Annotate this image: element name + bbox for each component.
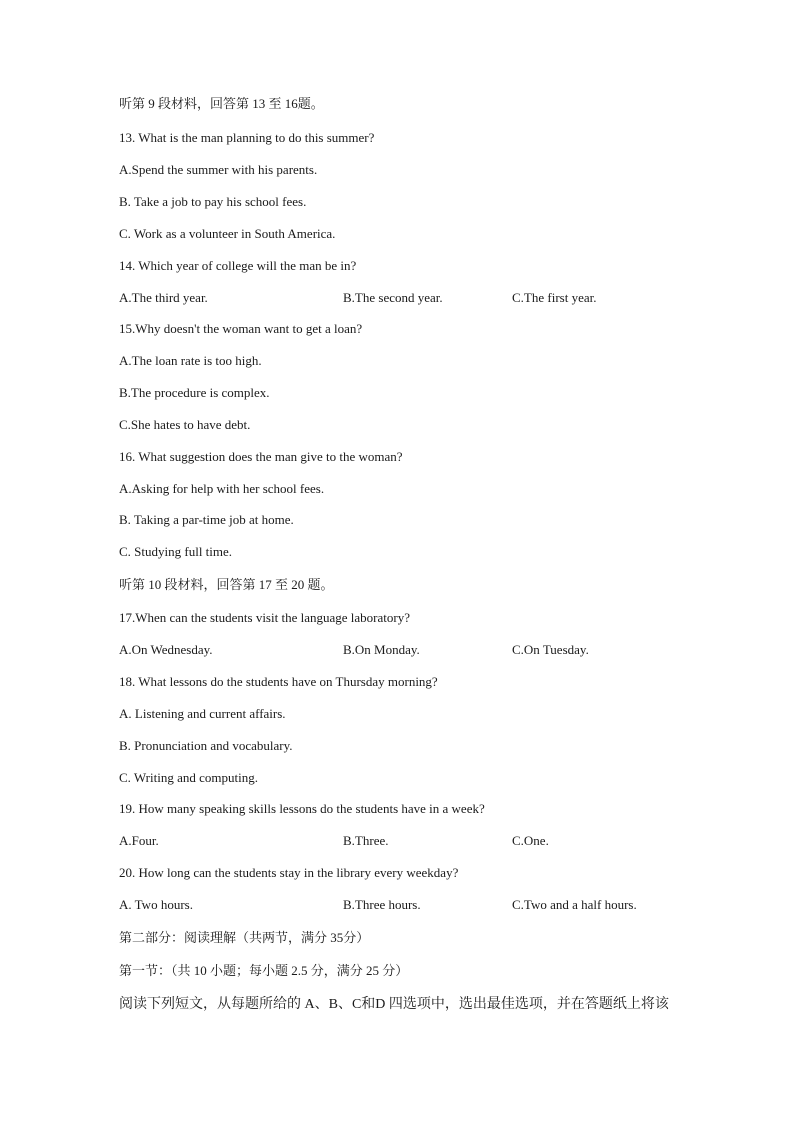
question-18: 18. What lessons do the students have on Thursday morning? (119, 674, 438, 689)
question-19: 19. How many speaking skills lessons do the students have in a week? (119, 801, 485, 816)
question-13: 13. What is the man planning to do this summer? (119, 130, 375, 145)
q16-option-c: C. Studying full time. (119, 544, 233, 559)
q19-option-a: A.Four. (119, 833, 159, 848)
q13-option-a: A.Spend the summer with his parents. (119, 162, 318, 177)
q14-option-a: A.The third year. (119, 290, 208, 305)
question-15: 15.Why doesn't the woman want to get a loan? (119, 321, 363, 336)
part-2-header: 第二部分：阅读理解（共两节，满分 35分） (119, 930, 370, 945)
q17-option-b: B.On Monday. (343, 642, 420, 657)
q14-option-b: B.The second year. (343, 290, 443, 305)
q13-option-b: B. Take a job to pay his school fees. (119, 194, 307, 209)
reading-instructions: 阅读下列短文，从每题所给的 A、B、C和D 四选项中，选出最佳选项，并在答题纸上将该 (119, 997, 669, 1012)
q19-options (119, 833, 679, 849)
q15-option-c: C.She hates to have debt. (119, 417, 251, 432)
q14-options (119, 290, 679, 306)
part-2-section-1-header: 第一节：（共 10 小题；每小题 2.5 分，满分 25 分） (119, 963, 409, 978)
q14-option-c: C.The first year. (512, 290, 597, 305)
q13-option-c: C. Work as a volunteer in South America. (119, 226, 336, 241)
q18-option-b: B. Pronunciation and vocabulary. (119, 738, 293, 753)
section-10-header: 听第 10 段材料，回答第 17 至 20 题。 (119, 577, 334, 592)
q17-option-c: C.On Tuesday. (512, 642, 589, 657)
q20-option-a: A. Two hours. (119, 897, 193, 912)
q17-option-a: A.On Wednesday. (119, 642, 213, 657)
q15-option-b: B.The procedure is complex. (119, 385, 270, 400)
q17-options (119, 642, 679, 658)
q15-option-a: A.The loan rate is too high. (119, 353, 262, 368)
question-14: 14. Which year of college will the man be in? (119, 258, 357, 273)
q20-options (119, 897, 679, 913)
question-20: 20. How long can the students stay in the library every weekday? (119, 865, 459, 880)
q20-option-c: C.Two and a half hours. (512, 897, 637, 912)
q16-option-b: B. Taking a par-time job at home. (119, 512, 294, 527)
q19-option-b: B.Three. (343, 833, 389, 848)
q20-option-b: B.Three hours. (343, 897, 421, 912)
question-17: 17.When can the students visit the language laboratory? (119, 610, 410, 625)
q18-option-c: C. Writing and computing. (119, 770, 258, 785)
q16-option-a: A.Asking for help with her school fees. (119, 481, 325, 496)
q18-option-a: A. Listening and current affairs. (119, 706, 286, 721)
section-9-header: 听第 9 段材料，回答第 13 至 16题。 (119, 96, 324, 111)
question-16: 16. What suggestion does the man give to the woman? (119, 449, 403, 464)
q19-option-c: C.One. (512, 833, 549, 848)
